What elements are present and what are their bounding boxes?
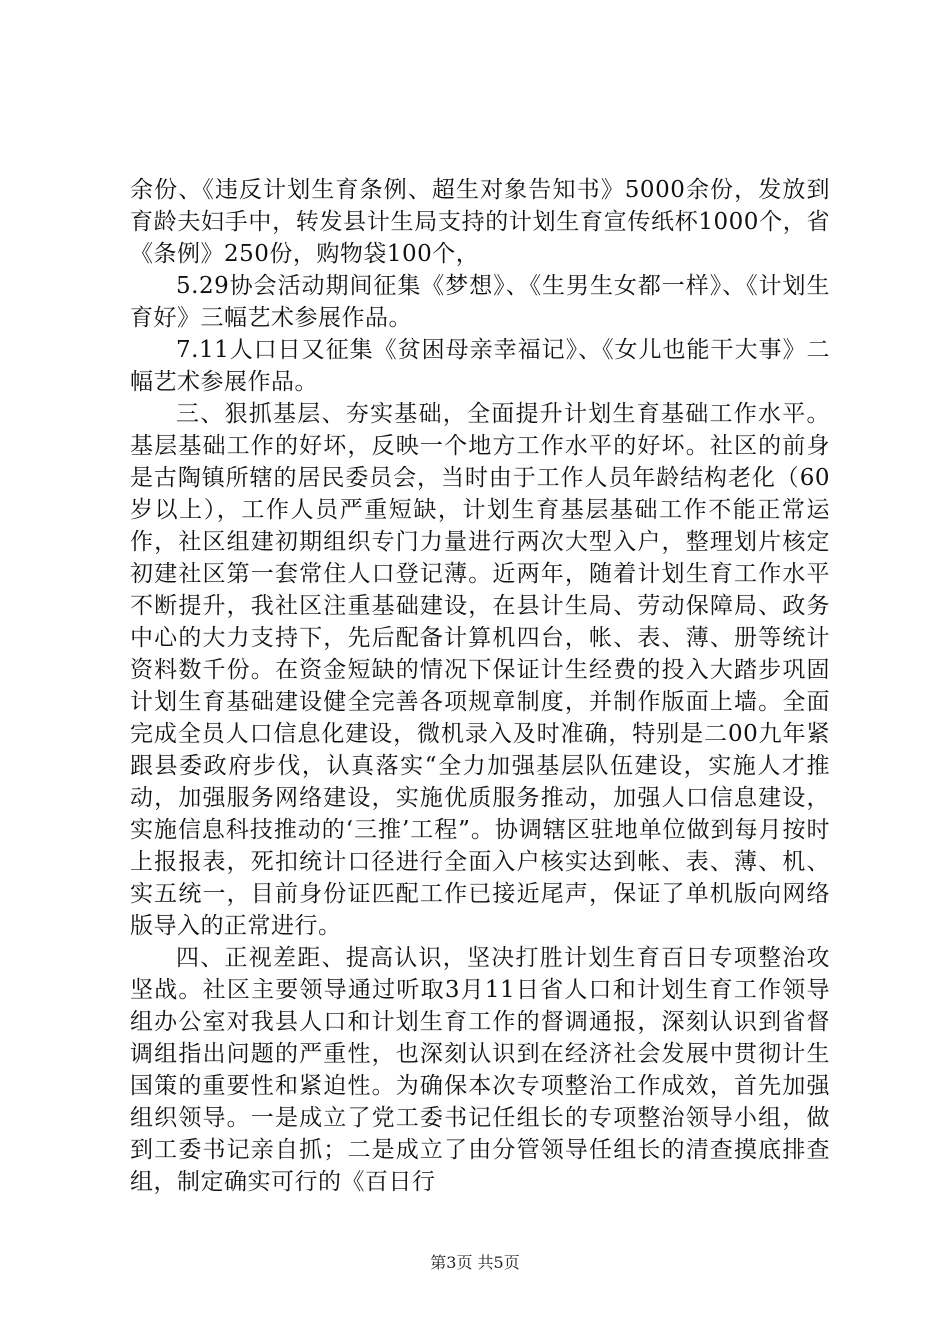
paragraph-section-three: 三、狠抓基层、夯实基础，全面提升计划生育基础工作水平。基层基础工作的好坏，反映一个地方工作水平的好坏。社区的前身是古陶镇所辖的居民委员会，当时由于工作人员年龄结构老化（60岁以上），工作人员严重短缺，计划生育基层基础工作不能正常运作，社区组建初期组织专门力量进行两次大型入户，整理划片核定初建社区第一套常住人口登记薄。近两年，随着计划生育工作水平不断提升，我社区注重基础建设，在县计生局、劳动保障局、政务中心的大力支持下，先后配备计算机四台，帐、表、薄、册等统计资料数千份。在资金短缺的情况下保证计生经费的投入大踏步巩固计划生育基础建设健全完善各项规章制度，并制作版面上墙。全面完成全员人口信息化建设，微机录入及时准确，特别是二00九年紧跟县委政府步伐，认真落实“全力加强基层队伍建设，实施人才推动，加强服务网络建设，实施优质服务推动，加强人口信息建设，实施信息科技推动的‘三推’工程”。协调辖区驻地单位做到每月按时上报报表，死扣统计口径进行全面入户核实达到帐、表、薄、机、实五统一，目前身份证匹配工作已接近尾声，保证了单机版向网络版导入的正常进行。 <box>130 401 830 939</box>
paragraph-population-day: 7.11人口日又征集《贫困母亲幸福记》、《女儿也能干大事》二幅艺术参展作品。 <box>130 337 830 395</box>
document-body <box>130 174 830 1198</box>
paragraph-section-four: 四、正视差距、提高认识，坚决打胜计划生育百日专项整治攻坚战。社区主要领导通过听取3月11日省人口和计划生育工作领导组办公室对我县人口和计划生育工作的督调通报，深刻认识到省督调组指出问题的严重性，也深刻认识到在经济社会发展中贯彻计生国策的重要性和紧迫性。为确保本次专项整治工作成效，首先加强组织领导。一是成立了党工委书记任组长的专项整治领导小组，做到工委书记亲自抓；二是成立了由分管领导任组长的清查摸底排查组，制定确实可行的《百日行 <box>130 945 830 1195</box>
paragraph-activity-529: 5.29协会活动期间征集《梦想》、《生男生女都一样》、《计划生育好》三幅艺术参展作品。 <box>130 273 830 331</box>
paragraph-continuation: 余份、《违反计划生育条例、超生对象告知书》5000余份，发放到育龄夫妇手中，转发县计生局支持的计划生育宣传纸杯1000个，省《条例》250份，购物袋100个， <box>130 177 830 267</box>
page-footer: 第3页 共5页 <box>430 1253 520 1272</box>
